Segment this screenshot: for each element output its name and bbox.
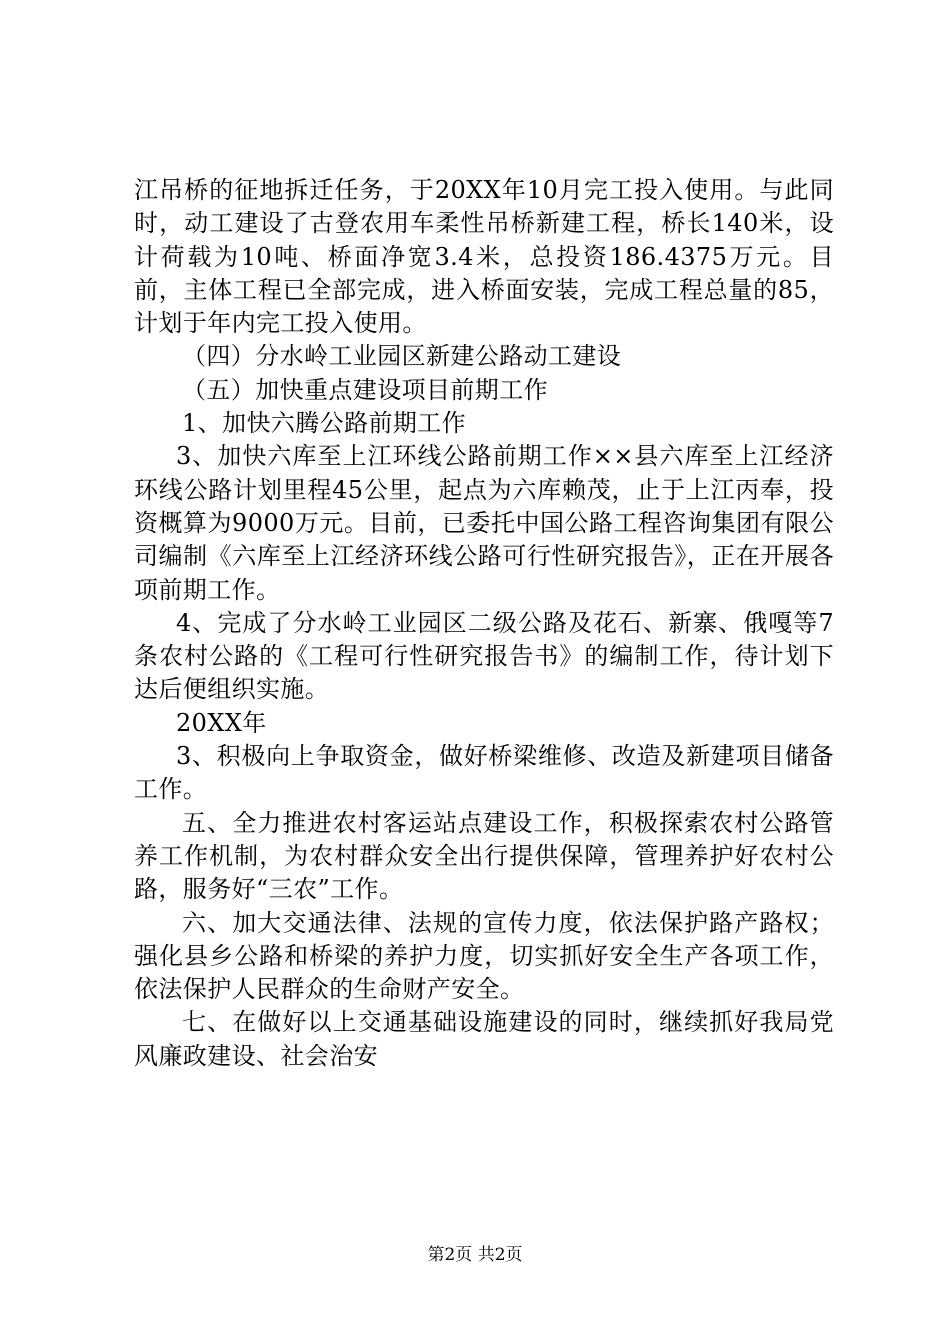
heading-section-4: （四）分水岭工业园区新建公路动工建设 — [182, 342, 622, 371]
list-item-3-funding: 3、积极向上争取资金，做好桥梁维修、改造及新建项目储备工作。 — [134, 742, 834, 804]
paragraph-section-7: 七、在做好以上交通基础设施建设的同时，继续抓好我局党风廉政建设、社会治安 — [134, 1008, 834, 1070]
list-item-1: 1、加快六腾公路前期工作 — [182, 409, 467, 438]
page-footer: 第2页 共2页 — [427, 1245, 523, 1265]
list-item-4-feasibility: 4、完成了分水岭工业园区二级公路及花石、新寨、俄嘎等7条农村公路的《工程可行性研究报告书》的编制工作，待计划下达后便组织实施。 — [134, 608, 834, 704]
paragraph-section-6: 六、加大交通法律、法规的宣传力度，依法保护路产路权；强化县乡公路和桥梁的养护力度，切实抓好安全生产各项工作，依法保护人民群众的生命财产安全。 — [134, 908, 834, 1004]
document-body — [134, 174, 834, 1073]
year-heading: 20XX年 — [176, 708, 267, 737]
list-item-3-ring-road: 3、加快六库至上江环线公路前期工作××县六库至上江经济环线公路计划里程45公里，起点为六库赖茂，止于上江丙奉，投资概算为9000万元。目前，已委托中国公路工程咨询集团有限公司编制《六库至上江经济环线公路可行性研究报告》，正在开展各项前期工作。 — [134, 442, 834, 604]
paragraph-section-5: 五、全力推进农村客运站点建设工作，积极探索农村公路管养工作机制，为农村群众安全出行提供保障，管理养护好农村公路，服务好“三农”工作。 — [134, 808, 834, 904]
paragraph-bridge-progress: 江吊桥的征地拆迁任务，于20XX年10月完工投入使用。与此同时，动工建设了古登农用车柔性吊桥新建工程，桥长140米，设计荷载为10吨、桥面净宽3.4米，总投资186.4375万元。目前，主体工程已全部完成，进入桥面安装，完成工程总量的85，计划于年内完工投入使用。 — [134, 176, 834, 338]
heading-section-5: （五）加快重点建设项目前期工作 — [182, 375, 548, 404]
